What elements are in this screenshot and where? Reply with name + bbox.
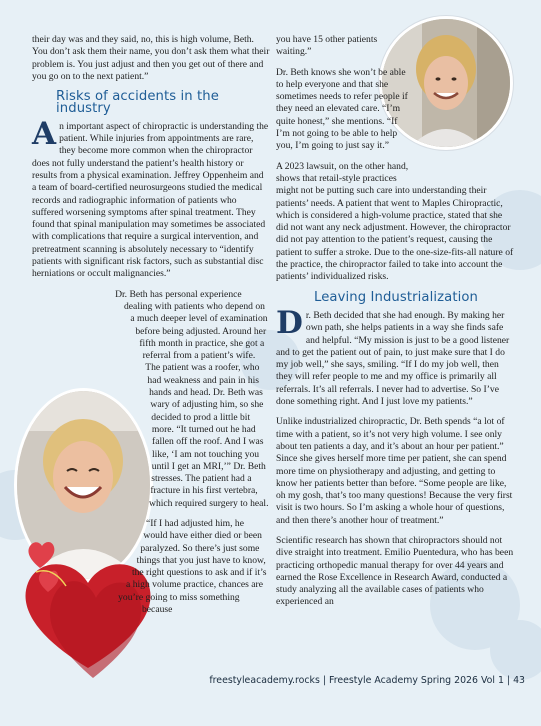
risks-paragraph-1: An important aspect of chiropractic is understanding the patient. While injuries from appointments are rare, they become more common when the chiropractor does not fully understand the patient’s health history or results from a physical examination. Jeffrey Oppenheim and a team of board-certified neurosurgeons studied the medical records and radiographic information of patients who suffered worsening symptoms after spinal treatment. They found that spinal manipulation may sometimes be associated with complications that require a surgical intervention, and pretreatment scanning is absolutely necessary to “identify patients with significant risk factors, such as substantial disc herniations or occult malignancies.” bbox=[32, 115, 269, 280]
footer-separator: | bbox=[506, 675, 514, 686]
portrait-text-wrap-spacer bbox=[411, 34, 516, 184]
intro-paragraph: their day was and they said, no, this is high volume, Beth. You don’t ask them their name, you don’t ask them what their problem is. You just adjust and then you get out of there and you go on to the next patient.” bbox=[32, 34, 270, 82]
footer-site: freestyleacademy.rocks bbox=[209, 675, 320, 686]
right-paragraph-1: Dr. Beth knows she won’t be able to help everyone and that she sometimes needs to refer people if they need an elevated care. “I’m quite honest,” she mentions. “If I’m not going to be able to help you, I’m going to just say it.” bbox=[276, 66, 408, 152]
page-number: 43 bbox=[513, 675, 525, 686]
leaving-heading: Leaving Industrialization bbox=[314, 289, 478, 305]
page-footer bbox=[195, 675, 525, 686]
dropcap-a: A bbox=[32, 115, 57, 152]
left-column bbox=[32, 34, 270, 726]
continuation-line: you have 15 other patients waiting.” bbox=[276, 34, 378, 58]
leaving-paragraph-3: Scientific research has shown that chiropractors should not dive straight into treatment. Emilio Puentedura, who has been practicing orthopedic manual therapy for over 44 years and earned the Rose Excellence in Research Award, conducted a study analyzing all the available cases of patients who experienced an bbox=[276, 534, 514, 608]
dropcap-d: D bbox=[276, 304, 303, 341]
right-column bbox=[276, 34, 516, 617]
hearts-text-wrap-spacer bbox=[32, 608, 142, 726]
background-paw-decoration bbox=[490, 620, 541, 680]
risks-paragraph-2: Dr. Beth has personal experience dealing with patients who depend on a much deeper level of examination before being adjusted. Around her fifth month in practice, she got a referral from a patient’s wife. The patient was a roofer, who had weakness and pain in his hands and head. Dr. Beth was wary of adjusting him, so she decided to prod a little bit more. “It turned out he had fallen off the roof. And I was like, ‘I am not touching you until I get an MRI,’” Dr. Beth stresses. The patient had a fracture in his first vertebra, which required surgery to heal. bbox=[115, 288, 269, 509]
risks-paragraph-3: “If I had adjusted him, he would have either died or been paralyzed. So there’s just some things that you just have to know, the right questions to ask and if it’s a high volume practice, chances are you’re going to miss something because bbox=[118, 517, 267, 616]
leaving-paragraph-2: Unlike industrialized chiropractic, Dr. Beth spends “a lot of time with a patient, so it’s not very high volume. I see only about ten patients a day, and it’s about an hour per patient.” Since she gives herself more time per patient, she can spend more time on physiotherapy and adjusting, and getting to know her patients better than before. “Some people are like, oh my gosh, that’s too many questions! Because the very first visit is two hours. So I’m asking a whole hour of questions, and then there’s another hour of treatment.” bbox=[276, 416, 513, 526]
risks-heading: Risks of accidents in the industry bbox=[56, 89, 219, 117]
leaving-paragraph-1: Dr. Beth decided that she had enough. By making her own path, she helps patients in a way she finds safe and helpful. “My mission is just to be a good listener and to get the patient out of pain, to just make sure that I do my job well,” she says, smiling. “If I do my job well, then they will refer people to me and my office is primarily all referrals. It’s all referrals. I never had to advertise. So I’ve done something right. And I just love my patients.” bbox=[276, 304, 510, 408]
footer-issue: Freestyle Academy Spring 2026 Vol 1 bbox=[329, 675, 504, 686]
footer-separator: | bbox=[322, 675, 329, 686]
right-paragraph-2: A 2023 lawsuit, on the other hand, shows that retail-style practices might not be putting such care into understanding their patients’ needs. A patient that went to Maples Chiropractic, which is considered a high-volume practice, stated that she did not want any neck adjustment. However, the chiropractor did not pay attention to the patient’s request, causing the patient to suffer a stroke. Due to the one-size-fits-all nature of the practice, the chiropractor failed to take into account the patients’ individualized risks. bbox=[276, 160, 514, 283]
